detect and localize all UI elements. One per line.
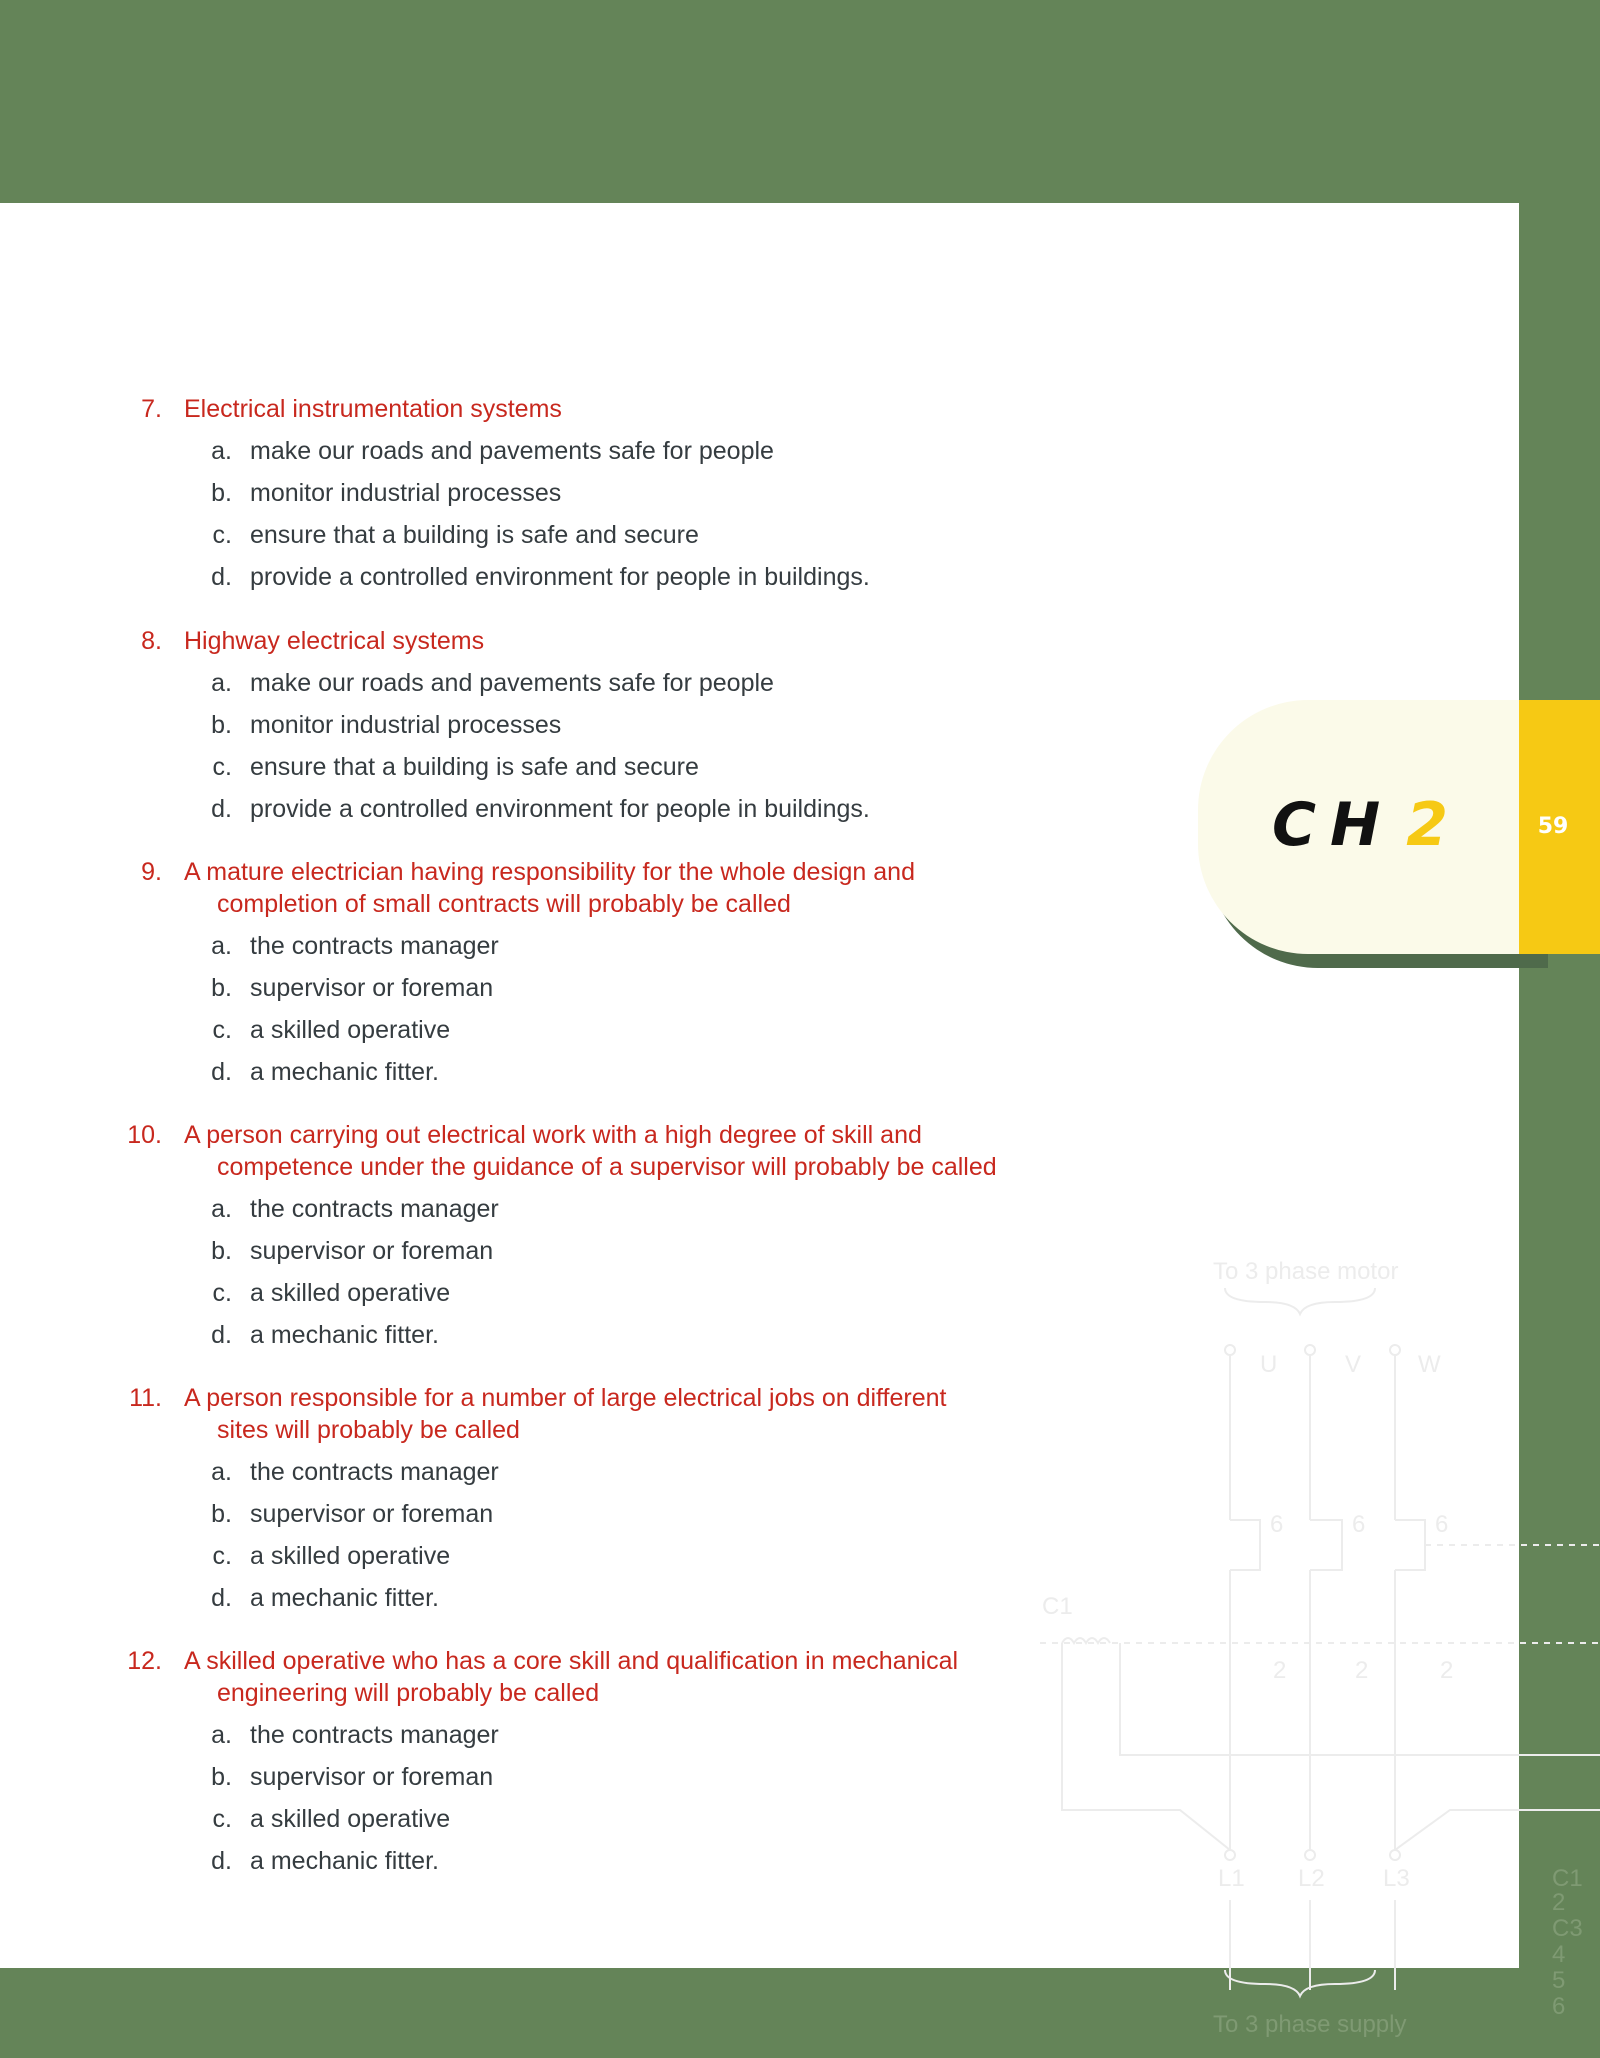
legend-4: 4 <box>1552 1941 1566 1968</box>
question-stem-line: A mature electrician having responsibility for the whole design and <box>184 858 915 886</box>
option-letter: c. <box>212 1542 232 1570</box>
option-letter: d. <box>211 1847 232 1875</box>
contact-2-b: 2 <box>1355 1657 1369 1684</box>
option-text: provide a controlled environment for people in buildings. <box>250 795 870 823</box>
option-text: the contracts manager <box>250 1195 499 1223</box>
contact-6-b: 6 <box>1352 1511 1366 1538</box>
top-band <box>0 0 1600 203</box>
chapter-label <box>1272 790 1462 860</box>
page-number: 59 <box>1537 814 1569 839</box>
option-text: a skilled operative <box>250 1279 451 1307</box>
option-letter: c. <box>212 1016 232 1044</box>
question-stem-line: engineering will probably be called <box>217 1679 600 1707</box>
option-c[interactable] <box>200 1277 450 1309</box>
option-c[interactable] <box>200 1803 450 1835</box>
legend-2: 2 <box>1552 1889 1566 1916</box>
question-stem-line: A person carrying out electrical work with a high degree of skill and <box>184 1121 922 1149</box>
circuit-diagram <box>1030 1250 1600 2058</box>
question-stem <box>184 856 1044 920</box>
option-b[interactable] <box>200 972 493 1004</box>
terminal-w: W <box>1418 1351 1441 1378</box>
option-letter: d. <box>211 1321 232 1349</box>
terminal-v: V <box>1345 1351 1362 1378</box>
option-text: a skilled operative <box>250 1542 451 1570</box>
option-letter: a. <box>211 1195 232 1223</box>
question-stem-line: sites will probably be called <box>217 1416 520 1444</box>
option-b[interactable] <box>200 1761 493 1793</box>
option-text: the contracts manager <box>250 1458 499 1486</box>
option-letter: a. <box>211 1458 232 1486</box>
option-letter: c. <box>212 753 232 781</box>
option-text: the contracts manager <box>250 932 499 960</box>
option-text: a mechanic fitter. <box>250 1321 439 1349</box>
option-b[interactable] <box>200 477 561 509</box>
question-number: 7. <box>141 395 162 423</box>
option-text: make our roads and pavements safe for people <box>250 437 774 465</box>
contact-6-a: 6 <box>1270 1511 1284 1538</box>
option-letter: b. <box>211 711 232 739</box>
legend-6: 6 <box>1552 1993 1566 2020</box>
question-number: 12. <box>127 1647 162 1675</box>
option-letter: d. <box>211 563 232 591</box>
option-d[interactable] <box>200 1582 439 1614</box>
option-text: a skilled operative <box>250 1016 451 1044</box>
question-stem-line: competence under the guidance of a supervisor will probably be called <box>217 1153 997 1181</box>
option-text: supervisor or foreman <box>250 1500 494 1528</box>
option-letter: c. <box>212 521 232 549</box>
option-c[interactable] <box>200 1540 450 1572</box>
option-letter: b. <box>211 1237 232 1265</box>
option-b[interactable] <box>200 1498 493 1530</box>
question-stem-line: A skilled operative who has a core skill and qualification in mechanical <box>184 1647 959 1675</box>
question-stem-line: completion of small contracts will probably be called <box>217 890 791 918</box>
option-text: the contracts manager <box>250 1721 499 1749</box>
option-c[interactable] <box>200 751 699 783</box>
option-text: a mechanic fitter. <box>250 1058 439 1086</box>
chapter-prefix: CH <box>1272 790 1395 860</box>
option-letter: a. <box>211 437 232 465</box>
option-c[interactable] <box>200 1014 450 1046</box>
option-a[interactable] <box>200 1456 499 1488</box>
option-letter: d. <box>211 1058 232 1086</box>
option-letter: a. <box>211 932 232 960</box>
diagram-bottom-brace <box>1225 1970 1375 1996</box>
option-letter: b. <box>211 1763 232 1791</box>
option-letter: d. <box>211 795 232 823</box>
option-letter: b. <box>211 1500 232 1528</box>
option-d[interactable] <box>200 1319 439 1351</box>
question-stem <box>184 1645 1044 1709</box>
question-number: 9. <box>141 858 162 886</box>
diagram-top-label: To 3 phase motor <box>1213 1258 1399 1285</box>
option-text: supervisor or foreman <box>250 1237 494 1265</box>
option-d[interactable] <box>200 561 870 593</box>
contact-2-a: 2 <box>1273 1657 1287 1684</box>
terminal-l3: L3 <box>1383 1865 1410 1892</box>
option-a[interactable] <box>200 435 774 467</box>
question-number: 10. <box>127 1121 162 1149</box>
option-c[interactable] <box>200 519 699 551</box>
terminal-u: U <box>1260 1351 1278 1378</box>
option-text: make our roads and pavements safe for people <box>250 669 774 697</box>
question-stem: Highway electrical systems <box>184 627 485 655</box>
option-text: supervisor or foreman <box>250 974 494 1002</box>
option-b[interactable] <box>200 709 561 741</box>
option-text: monitor industrial processes <box>250 711 562 739</box>
option-text: ensure that a building is safe and secure <box>250 753 699 781</box>
question-stem <box>184 1119 1044 1183</box>
option-a[interactable] <box>200 930 499 962</box>
option-d[interactable] <box>200 793 870 825</box>
legend-c3: C3 <box>1552 1915 1583 1942</box>
option-letter: a. <box>211 1721 232 1749</box>
option-text: a mechanic fitter. <box>250 1847 439 1875</box>
question-number: 8. <box>141 627 162 655</box>
option-text: provide a controlled environment for people in buildings. <box>250 563 870 591</box>
legend-c1: C1 <box>1552 1865 1583 1892</box>
contact-2-c: 2 <box>1440 1657 1454 1684</box>
option-text: ensure that a building is safe and secure <box>250 521 699 549</box>
option-b[interactable] <box>200 1235 493 1267</box>
option-a[interactable] <box>200 667 774 699</box>
coil-label: C1 <box>1042 1593 1073 1620</box>
terminal-l1: L1 <box>1218 1865 1245 1892</box>
option-letter: b. <box>211 974 232 1002</box>
option-letter: c. <box>212 1279 232 1307</box>
question-stem <box>184 1382 1044 1446</box>
option-a[interactable] <box>200 1193 499 1225</box>
legend-5: 5 <box>1552 1967 1566 1994</box>
terminal-l2: L2 <box>1298 1865 1325 1892</box>
option-d[interactable] <box>200 1845 439 1877</box>
question-number: 11. <box>129 1384 162 1412</box>
option-text: a skilled operative <box>250 1805 451 1833</box>
option-text: supervisor or foreman <box>250 1763 494 1791</box>
chapter-number: 2 <box>1406 790 1462 860</box>
option-text: a mechanic fitter. <box>250 1584 439 1612</box>
question-stem-line: A person responsible for a number of large electrical jobs on different <box>184 1384 947 1412</box>
option-d[interactable] <box>200 1056 439 1088</box>
option-letter: c. <box>212 1805 232 1833</box>
question-stem: Electrical instrumentation systems <box>184 395 562 423</box>
option-letter: a. <box>211 669 232 697</box>
option-text: monitor industrial processes <box>250 479 562 507</box>
option-letter: d. <box>211 1584 232 1612</box>
contact-6-c: 6 <box>1435 1511 1449 1538</box>
diagram-top-brace <box>1225 1288 1375 1314</box>
option-letter: b. <box>211 479 232 507</box>
option-a[interactable] <box>200 1719 499 1751</box>
diagram-bottom-label: To 3 phase supply <box>1213 2011 1407 2038</box>
